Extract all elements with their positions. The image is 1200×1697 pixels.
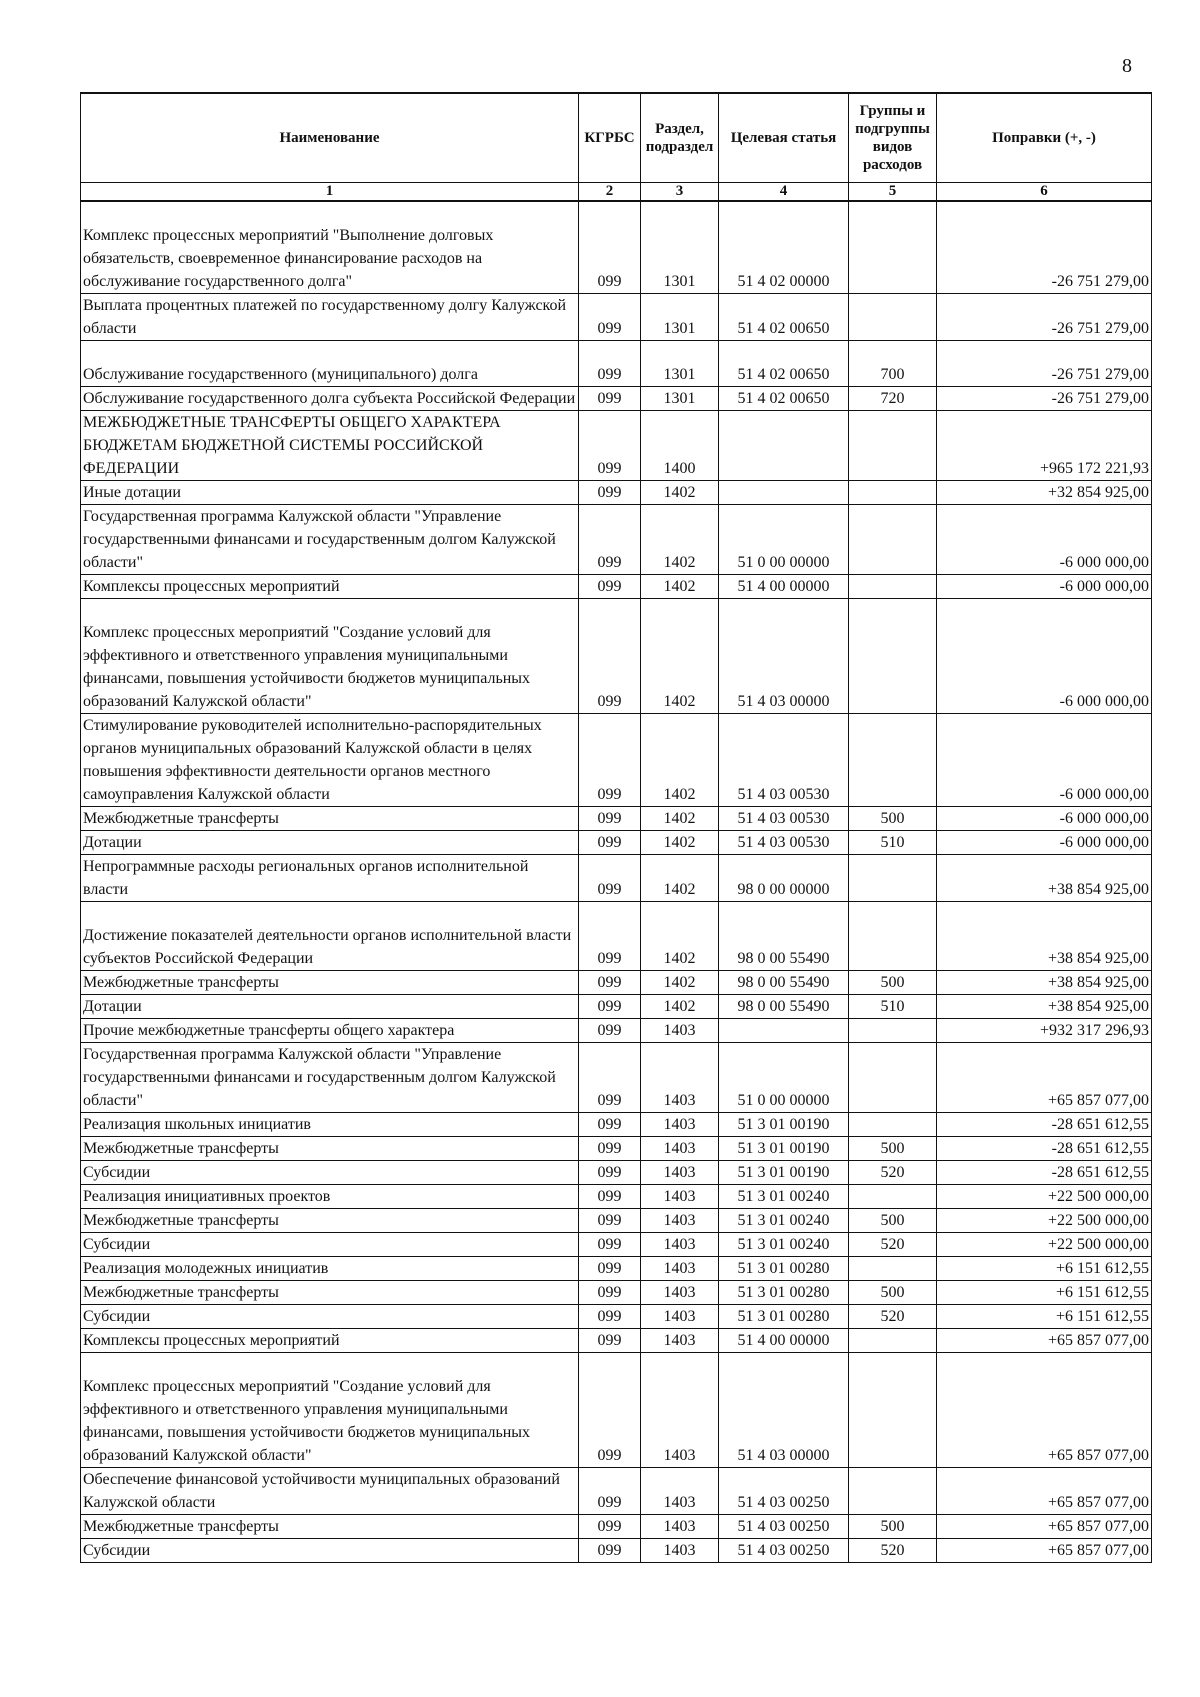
row-kgrbs: 099	[579, 855, 641, 902]
row-section: 1402	[641, 807, 719, 831]
row-name: Выплата процентных платежей по государственному долгу Калужской области	[81, 294, 579, 341]
row-target: 98 0 00 55490	[719, 902, 849, 971]
table-row	[81, 995, 1152, 1019]
row-kgrbs: 099	[579, 1515, 641, 1539]
row-section: 1301	[641, 387, 719, 411]
row-kgrbs: 099	[579, 995, 641, 1019]
row-target: 51 0 00 00000	[719, 1043, 849, 1113]
col-number: 1	[81, 183, 579, 202]
table-row	[81, 1305, 1152, 1329]
row-target: 51 4 02 00650	[719, 341, 849, 387]
row-amount: +22 500 000,00	[937, 1185, 1152, 1209]
row-target: 51 4 02 00000	[719, 201, 849, 294]
row-section: 1403	[641, 1539, 719, 1563]
row-name: Обслуживание государственного (муниципального) долга	[81, 341, 579, 387]
row-kgrbs: 099	[579, 1539, 641, 1563]
row-group: 500	[849, 1515, 937, 1539]
row-kgrbs: 099	[579, 341, 641, 387]
row-amount: -6 000 000,00	[937, 599, 1152, 714]
row-amount: +22 500 000,00	[937, 1233, 1152, 1257]
table-row	[81, 1161, 1152, 1185]
row-group	[849, 1113, 937, 1137]
row-target: 98 0 00 00000	[719, 855, 849, 902]
row-kgrbs: 099	[579, 411, 641, 481]
row-name: Иные дотации	[81, 481, 579, 505]
row-amount: -6 000 000,00	[937, 831, 1152, 855]
row-amount: -26 751 279,00	[937, 294, 1152, 341]
row-kgrbs: 099	[579, 1185, 641, 1209]
row-name: Межбюджетные трансферты	[81, 1209, 579, 1233]
row-group	[849, 714, 937, 807]
row-kgrbs: 099	[579, 1233, 641, 1257]
row-amount: -26 751 279,00	[937, 341, 1152, 387]
row-target: 51 4 00 00000	[719, 1329, 849, 1353]
row-name: Комплекс процессных мероприятий "Выполнение долговых обязательств, своевременное финансирование расходов на обслуживание государственного долга"	[81, 201, 579, 294]
table-row	[81, 1329, 1152, 1353]
row-section: 1403	[641, 1353, 719, 1468]
header-name: Наименование	[81, 93, 579, 183]
row-kgrbs: 099	[579, 1043, 641, 1113]
row-name: Обслуживание государственного долга субъекта Российской Федерации	[81, 387, 579, 411]
row-section: 1301	[641, 201, 719, 294]
row-kgrbs: 099	[579, 599, 641, 714]
row-group	[849, 1329, 937, 1353]
row-kgrbs: 099	[579, 387, 641, 411]
row-name: Реализация школьных инициатив	[81, 1113, 579, 1137]
row-name: Субсидии	[81, 1161, 579, 1185]
row-target: 51 4 03 00000	[719, 599, 849, 714]
row-name: МЕЖБЮДЖЕТНЫЕ ТРАНСФЕРТЫ ОБЩЕГО ХАРАКТЕРА БЮДЖЕТАМ БЮДЖЕТНОЙ СИСТЕМЫ РОССИЙСКОЙ ФЕДЕРАЦИИ	[81, 411, 579, 481]
row-target: 51 4 03 00530	[719, 807, 849, 831]
row-amount: -26 751 279,00	[937, 387, 1152, 411]
row-section: 1403	[641, 1137, 719, 1161]
row-target: 51 4 00 00000	[719, 575, 849, 599]
row-name: Реализация молодежных инициатив	[81, 1257, 579, 1281]
row-section: 1403	[641, 1161, 719, 1185]
row-target: 51 3 01 00280	[719, 1257, 849, 1281]
row-kgrbs: 099	[579, 831, 641, 855]
row-amount: -6 000 000,00	[937, 714, 1152, 807]
row-name: Государственная программа Калужской области "Управление государственными финансами и государственным долгом Калужской области"	[81, 1043, 579, 1113]
row-kgrbs: 099	[579, 714, 641, 807]
row-amount: +6 151 612,55	[937, 1281, 1152, 1305]
row-kgrbs: 099	[579, 807, 641, 831]
row-name: Субсидии	[81, 1233, 579, 1257]
row-name: Межбюджетные трансферты	[81, 1515, 579, 1539]
table-row	[81, 1468, 1152, 1515]
row-kgrbs: 099	[579, 505, 641, 575]
table-row	[81, 1257, 1152, 1281]
table-row	[81, 807, 1152, 831]
row-group: 500	[849, 1137, 937, 1161]
table-row	[81, 1209, 1152, 1233]
table-row	[81, 1043, 1152, 1113]
row-group	[849, 902, 937, 971]
col-number: 2	[579, 183, 641, 202]
row-section: 1402	[641, 855, 719, 902]
row-group	[849, 505, 937, 575]
row-group: 700	[849, 341, 937, 387]
row-target: 51 3 01 00190	[719, 1113, 849, 1137]
table-row	[81, 201, 1152, 294]
table-row	[81, 294, 1152, 341]
row-target: 51 4 03 00250	[719, 1515, 849, 1539]
row-amount: +965 172 221,93	[937, 411, 1152, 481]
row-section: 1403	[641, 1043, 719, 1113]
row-target: 51 4 03 00250	[719, 1539, 849, 1563]
row-section: 1403	[641, 1468, 719, 1515]
table-row	[81, 505, 1152, 575]
row-name: Непрограммные расходы региональных органов исполнительной власти	[81, 855, 579, 902]
row-group	[849, 575, 937, 599]
row-group	[849, 599, 937, 714]
table-row	[81, 1539, 1152, 1563]
row-amount: +32 854 925,00	[937, 481, 1152, 505]
row-section: 1402	[641, 599, 719, 714]
header-kgrbs: КГРБС	[579, 93, 641, 183]
row-amount: -28 651 612,55	[937, 1137, 1152, 1161]
row-group	[849, 1019, 937, 1043]
row-kgrbs: 099	[579, 1281, 641, 1305]
header-amount: Поправки (+, -)	[937, 93, 1152, 183]
table-row	[81, 1233, 1152, 1257]
row-name: Прочие межбюджетные трансферты общего характера	[81, 1019, 579, 1043]
row-kgrbs: 099	[579, 1329, 641, 1353]
table-row	[81, 341, 1152, 387]
row-amount: +38 854 925,00	[937, 971, 1152, 995]
row-section: 1403	[641, 1281, 719, 1305]
table-row	[81, 902, 1152, 971]
page-number: 8	[1122, 55, 1132, 77]
row-amount: +65 857 077,00	[937, 1329, 1152, 1353]
row-kgrbs: 099	[579, 1209, 641, 1233]
row-section: 1402	[641, 902, 719, 971]
row-target	[719, 481, 849, 505]
table-row	[81, 1137, 1152, 1161]
row-name: Обеспечение финансовой устойчивости муниципальных образований Калужской области	[81, 1468, 579, 1515]
row-name: Субсидии	[81, 1305, 579, 1329]
row-group	[849, 201, 937, 294]
row-name: Комплексы процессных мероприятий	[81, 1329, 579, 1353]
row-name: Дотации	[81, 995, 579, 1019]
row-group: 520	[849, 1305, 937, 1329]
row-group	[849, 1353, 937, 1468]
row-group	[849, 294, 937, 341]
row-section: 1402	[641, 505, 719, 575]
row-amount: +38 854 925,00	[937, 902, 1152, 971]
row-target: 51 3 01 00190	[719, 1137, 849, 1161]
row-section: 1403	[641, 1113, 719, 1137]
row-section: 1403	[641, 1209, 719, 1233]
column-number-row	[81, 183, 1152, 202]
row-section: 1403	[641, 1019, 719, 1043]
row-name: Стимулирование руководителей исполнительно-распорядительных органов муниципальных образований Калужской области в целях повышения эффективности деятельности органов местного самоуправления Калужской области	[81, 714, 579, 807]
row-kgrbs: 099	[579, 1161, 641, 1185]
table-row	[81, 481, 1152, 505]
row-amount: -6 000 000,00	[937, 575, 1152, 599]
row-group: 500	[849, 807, 937, 831]
row-target	[719, 411, 849, 481]
col-number: 6	[937, 183, 1152, 202]
row-group	[849, 1185, 937, 1209]
row-group: 520	[849, 1233, 937, 1257]
row-group: 510	[849, 831, 937, 855]
table-row	[81, 411, 1152, 481]
row-group	[849, 1043, 937, 1113]
row-section: 1402	[641, 971, 719, 995]
header-group: Группы и подгруппы видов расходов	[849, 93, 937, 183]
row-name: Дотации	[81, 831, 579, 855]
row-group: 510	[849, 995, 937, 1019]
row-section: 1403	[641, 1515, 719, 1539]
row-section: 1403	[641, 1185, 719, 1209]
row-section: 1402	[641, 481, 719, 505]
row-amount: -28 651 612,55	[937, 1113, 1152, 1137]
row-section: 1402	[641, 831, 719, 855]
row-section: 1403	[641, 1233, 719, 1257]
row-amount: -6 000 000,00	[937, 807, 1152, 831]
row-amount: -28 651 612,55	[937, 1161, 1152, 1185]
row-kgrbs: 099	[579, 1019, 641, 1043]
row-kgrbs: 099	[579, 1353, 641, 1468]
row-group	[849, 1468, 937, 1515]
row-section: 1402	[641, 714, 719, 807]
row-name: Межбюджетные трансферты	[81, 807, 579, 831]
row-section: 1403	[641, 1257, 719, 1281]
row-group: 520	[849, 1161, 937, 1185]
row-target: 51 3 01 00240	[719, 1233, 849, 1257]
table-row	[81, 855, 1152, 902]
row-amount: +22 500 000,00	[937, 1209, 1152, 1233]
row-target: 51 4 03 00250	[719, 1468, 849, 1515]
row-amount: +38 854 925,00	[937, 855, 1152, 902]
row-amount: +65 857 077,00	[937, 1468, 1152, 1515]
row-target: 51 4 03 00530	[719, 831, 849, 855]
row-name: Комплекс процессных мероприятий "Создание условий для эффективного и ответственного управления муниципальными финансами, повышения устойчивости бюджетов муниципальных образований Калужской области"	[81, 599, 579, 714]
table-row	[81, 387, 1152, 411]
row-group: 500	[849, 1209, 937, 1233]
row-kgrbs: 099	[579, 575, 641, 599]
row-group	[849, 1257, 937, 1281]
header-target: Целевая статья	[719, 93, 849, 183]
row-target	[719, 1019, 849, 1043]
row-target: 51 4 03 00000	[719, 1353, 849, 1468]
row-name: Комплекс процессных мероприятий "Создание условий для эффективного и ответственного управления муниципальными финансами, повышения устойчивости бюджетов муниципальных образований Калужской области"	[81, 1353, 579, 1468]
row-target: 51 3 01 00190	[719, 1161, 849, 1185]
row-group	[849, 411, 937, 481]
row-target: 98 0 00 55490	[719, 995, 849, 1019]
table-row	[81, 575, 1152, 599]
row-kgrbs: 099	[579, 481, 641, 505]
row-amount: +932 317 296,93	[937, 1019, 1152, 1043]
row-name: Межбюджетные трансферты	[81, 971, 579, 995]
row-amount: +6 151 612,55	[937, 1305, 1152, 1329]
row-amount: -6 000 000,00	[937, 505, 1152, 575]
row-section: 1403	[641, 1329, 719, 1353]
row-group	[849, 855, 937, 902]
row-kgrbs: 099	[579, 902, 641, 971]
row-target: 98 0 00 55490	[719, 971, 849, 995]
row-group: 500	[849, 1281, 937, 1305]
row-group: 720	[849, 387, 937, 411]
row-name: Межбюджетные трансферты	[81, 1281, 579, 1305]
row-target: 51 3 01 00240	[719, 1185, 849, 1209]
row-target: 51 3 01 00240	[719, 1209, 849, 1233]
col-number: 4	[719, 183, 849, 202]
row-kgrbs: 099	[579, 1137, 641, 1161]
table-row	[81, 1515, 1152, 1539]
row-kgrbs: 099	[579, 201, 641, 294]
table-row	[81, 1281, 1152, 1305]
table-row	[81, 1185, 1152, 1209]
col-number: 5	[849, 183, 937, 202]
row-kgrbs: 099	[579, 294, 641, 341]
row-amount: +6 151 612,55	[937, 1257, 1152, 1281]
row-section: 1402	[641, 575, 719, 599]
row-section: 1402	[641, 995, 719, 1019]
row-group: 500	[849, 971, 937, 995]
table-row	[81, 599, 1152, 714]
table-row	[81, 714, 1152, 807]
row-kgrbs: 099	[579, 1468, 641, 1515]
budget-table	[80, 92, 1152, 1563]
row-amount: -26 751 279,00	[937, 201, 1152, 294]
table-row	[81, 831, 1152, 855]
table-row	[81, 1353, 1152, 1468]
header-row	[81, 93, 1152, 183]
table-row	[81, 1019, 1152, 1043]
row-amount: +65 857 077,00	[937, 1515, 1152, 1539]
row-amount: +65 857 077,00	[937, 1043, 1152, 1113]
row-section: 1400	[641, 411, 719, 481]
row-target: 51 4 02 00650	[719, 387, 849, 411]
row-target: 51 3 01 00280	[719, 1281, 849, 1305]
row-name: Государственная программа Калужской области "Управление государственными финансами и государственным долгом Калужской области"	[81, 505, 579, 575]
row-section: 1403	[641, 1305, 719, 1329]
row-group: 520	[849, 1539, 937, 1563]
row-name: Достижение показателей деятельности органов исполнительной власти субъектов Российской Федерации	[81, 902, 579, 971]
col-number: 3	[641, 183, 719, 202]
table-row	[81, 1113, 1152, 1137]
row-kgrbs: 099	[579, 971, 641, 995]
row-amount: +65 857 077,00	[937, 1539, 1152, 1563]
row-name: Субсидии	[81, 1539, 579, 1563]
table-body	[81, 201, 1152, 1563]
row-name: Межбюджетные трансферты	[81, 1137, 579, 1161]
row-name: Реализация инициативных проектов	[81, 1185, 579, 1209]
row-group	[849, 481, 937, 505]
row-section: 1301	[641, 294, 719, 341]
row-kgrbs: 099	[579, 1113, 641, 1137]
row-kgrbs: 099	[579, 1257, 641, 1281]
row-section: 1301	[641, 341, 719, 387]
row-target: 51 4 02 00650	[719, 294, 849, 341]
row-amount: +38 854 925,00	[937, 995, 1152, 1019]
row-amount: +65 857 077,00	[937, 1353, 1152, 1468]
row-target: 51 4 03 00530	[719, 714, 849, 807]
row-name: Комплексы процессных мероприятий	[81, 575, 579, 599]
row-kgrbs: 099	[579, 1305, 641, 1329]
row-target: 51 3 01 00280	[719, 1305, 849, 1329]
table-row	[81, 971, 1152, 995]
row-target: 51 0 00 00000	[719, 505, 849, 575]
header-section: Раздел, подраздел	[641, 93, 719, 183]
